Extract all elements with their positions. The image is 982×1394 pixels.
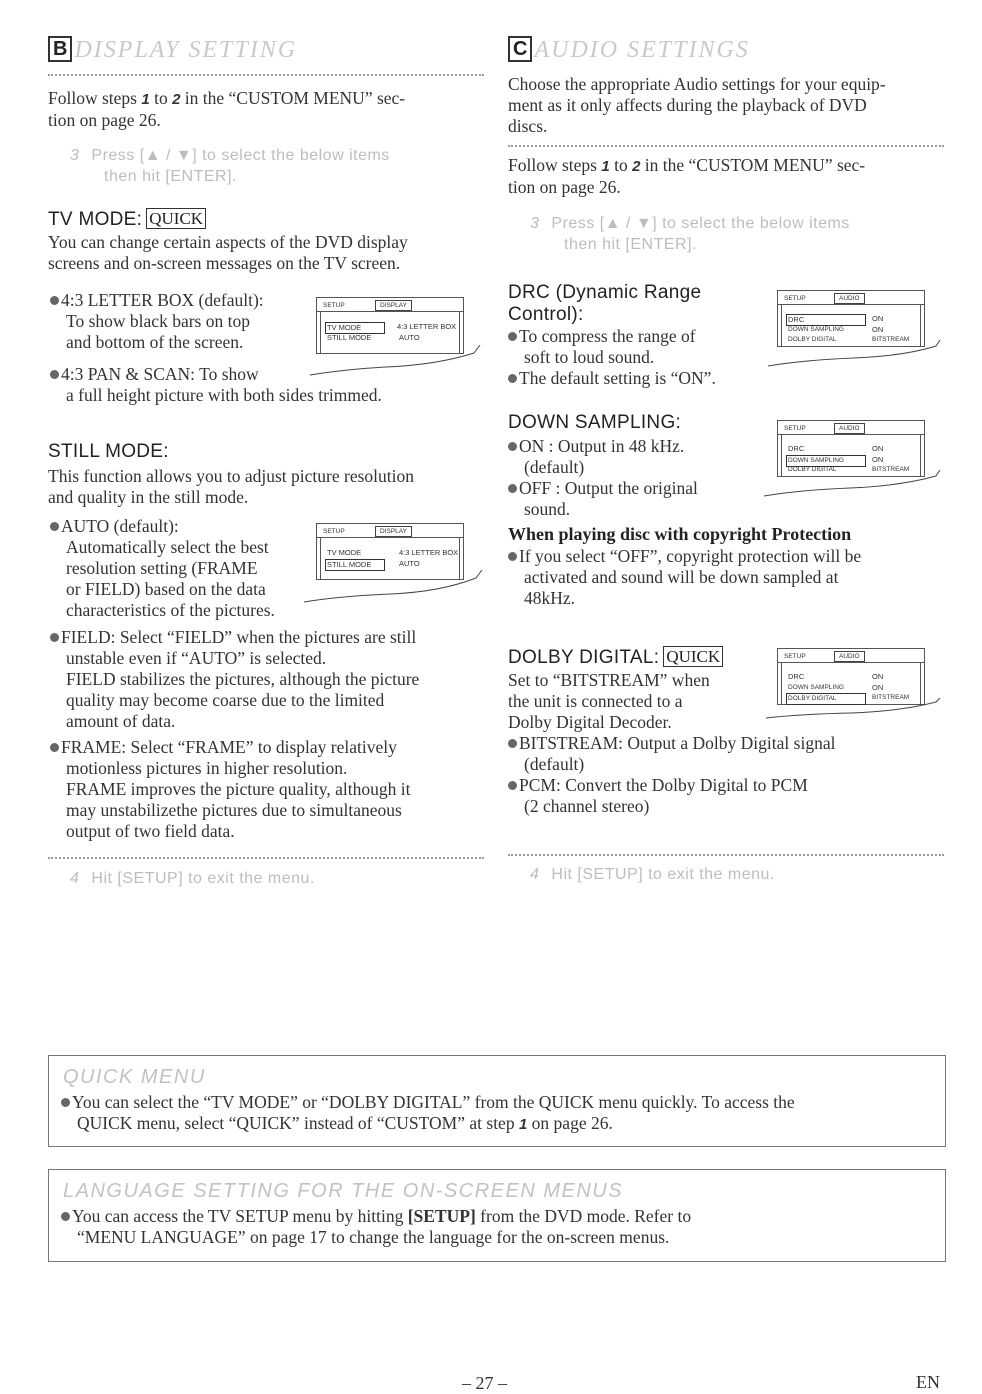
screen-outline-curve <box>764 340 944 370</box>
dolby-digital-osd-screen: SETUP AUDIO DRC ON DOWN SAMPLING ON DOLBY DIGITAL BITSTREAM <box>777 648 925 705</box>
down-sampling-options: ON : Output in 48 kHz. (default) OFF : Output the original sound. <box>508 436 968 520</box>
step-3-instruction: 3 Press [▲ / ▼] to select the below items then hit [ENTER]. <box>530 215 850 253</box>
language-code: EN <box>916 1372 940 1392</box>
drc-description: To compress the range of soft to loud sound. The default setting is “ON”. <box>508 326 968 389</box>
page-number: – 27 – <box>462 1373 507 1393</box>
down-sampling-heading: DOWN SAMPLING: <box>508 412 682 433</box>
section-c-heading <box>508 36 750 64</box>
tv-mode-description: You can change certain aspects of the DVD display screens and on-screen messages on the TV screen. <box>48 232 408 273</box>
quick-menu-title: QUICK MENU <box>63 1066 206 1088</box>
language-setting-note <box>48 1169 946 1262</box>
bullet-icon <box>50 522 59 531</box>
bullet-icon <box>508 781 517 790</box>
bullet-icon <box>50 296 59 305</box>
bullet-icon <box>508 552 517 561</box>
section-letter: C <box>508 36 532 62</box>
bullet-icon <box>508 484 517 493</box>
bullet-icon <box>50 743 59 752</box>
quick-tag: QUICK <box>663 646 723 667</box>
divider <box>508 145 944 147</box>
audio-intro: Choose the appropriate Audio settings for your equip- ment as it only affects during the playback of DVD discs. <box>508 74 886 136</box>
pan-scan-option: 4:3 PAN & SCAN: To show a full height picture with both sides trimmed. <box>50 364 490 406</box>
section-b-heading <box>48 36 297 64</box>
quick-tag: QUICK <box>146 208 206 229</box>
step-4-instruction: 4 Hit [SETUP] to exit the menu. <box>530 866 775 883</box>
tv-mode-heading: TV MODE: QUICK <box>48 208 206 231</box>
step-3-instruction: 3 Press [▲ / ▼] to select the below items then hit [ENTER]. <box>70 147 390 185</box>
quick-menu-text: You can select the “TV MODE” or “DOLBY DIGITAL” from the QUICK menu quickly. To access the QUICK menu, select “QUICK” instead of “CUSTOM” at step 1 on page 26. <box>61 1092 941 1135</box>
language-setting-text: You can access the TV SETUP menu by hitting [SETUP] from the DVD mode. Refer to “MENU LANGUAGE” on page 17 to change the language for the on-screen menus. <box>61 1206 941 1248</box>
auto-option: AUTO (default): Automatically select the best resolution setting (FRAME or FIELD) based on the data characteristics of the pictures. <box>50 516 490 621</box>
section-title: AUDIO SETTINGS <box>534 37 750 63</box>
still-mode-heading: STILL MODE: <box>48 441 169 462</box>
dolby-digital-description: Set to “BITSTREAM” when the unit is connected to a Dolby Digital Decoder. BITSTREAM: Output a Dolby Digital signal (default) PCM: Convert the Dolby Digital to PCM (2 channel stereo) <box>508 670 836 816</box>
screen-outline-curve <box>762 698 942 722</box>
bullet-icon <box>61 1098 70 1107</box>
quick-menu-note <box>48 1055 946 1147</box>
screen-outline-curve <box>306 345 482 381</box>
audio-follow-steps: Follow steps 1 to 2 in the “CUSTOM MENU” sec- tion on page 26. <box>508 155 866 197</box>
frame-option: FRAME: Select “FRAME” to display relatively motionless pictures in higher resolution. FRAME improves the picture quality, although it may unstabilizethe pictures due to simultaneous output of two field data. <box>50 737 490 842</box>
divider <box>508 854 944 856</box>
divider <box>48 74 484 76</box>
bullet-icon <box>508 442 517 451</box>
screen-outline-curve <box>760 470 944 500</box>
language-setting-title: LANGUAGE SETTING FOR THE ON-SCREEN MENUS <box>63 1180 624 1202</box>
bullet-icon <box>50 633 59 642</box>
still-mode-osd-screen: SETUP DISPLAY TV MODE 4:3 LETTER BOX STILL MODE AUTO <box>316 523 464 580</box>
step-4-instruction: 4 Hit [SETUP] to exit the menu. <box>70 870 315 887</box>
drc-osd-screen: SETUP AUDIO DRC ON DOWN SAMPLING ON DOLBY DIGITAL BITSTREAM <box>777 290 925 347</box>
field-option: FIELD: Select “FIELD” when the pictures are still unstable even if “AUTO” is selected. FIELD stabilizes the pictures, although the picture quality may become coarse due to the limited amount of data. <box>50 627 490 732</box>
drc-heading: DRC (Dynamic Range Control): <box>508 282 702 325</box>
still-mode-description: This function allows you to adjust picture resolution and quality in the still mode. <box>48 466 414 507</box>
bullet-icon <box>508 374 517 383</box>
dolby-digital-heading: DOLBY DIGITAL: QUICK <box>508 646 723 669</box>
bullet-icon <box>508 739 517 748</box>
section-letter: B <box>48 36 72 62</box>
divider <box>48 857 484 859</box>
letter-box-option: 4:3 LETTER BOX (default): To show black bars on top and bottom of the screen. <box>50 290 490 353</box>
copyright-description: If you select “OFF”, copyright protection will be activated and sound will be down sampled at 48kHz. <box>508 546 968 609</box>
section-title: DISPLAY SETTING <box>74 37 298 63</box>
bullet-icon <box>50 370 59 379</box>
copyright-heading: When playing disc with copyright Protection <box>508 524 852 544</box>
bullet-icon <box>61 1212 70 1221</box>
bullet-icon <box>508 332 517 341</box>
down-sampling-osd-screen: SETUP AUDIO DRC ON DOWN SAMPLING ON DOLBY DIGITAL BITSTREAM <box>777 420 925 477</box>
screen-outline-curve <box>300 570 484 606</box>
tv-mode-osd-screen: SETUP DISPLAY TV MODE 4:3 LETTER BOX STILL MODE AUTO <box>316 297 464 354</box>
display-intro: Follow steps 1 to 2 in the “CUSTOM MENU” sec- tion on page 26. <box>48 88 406 130</box>
